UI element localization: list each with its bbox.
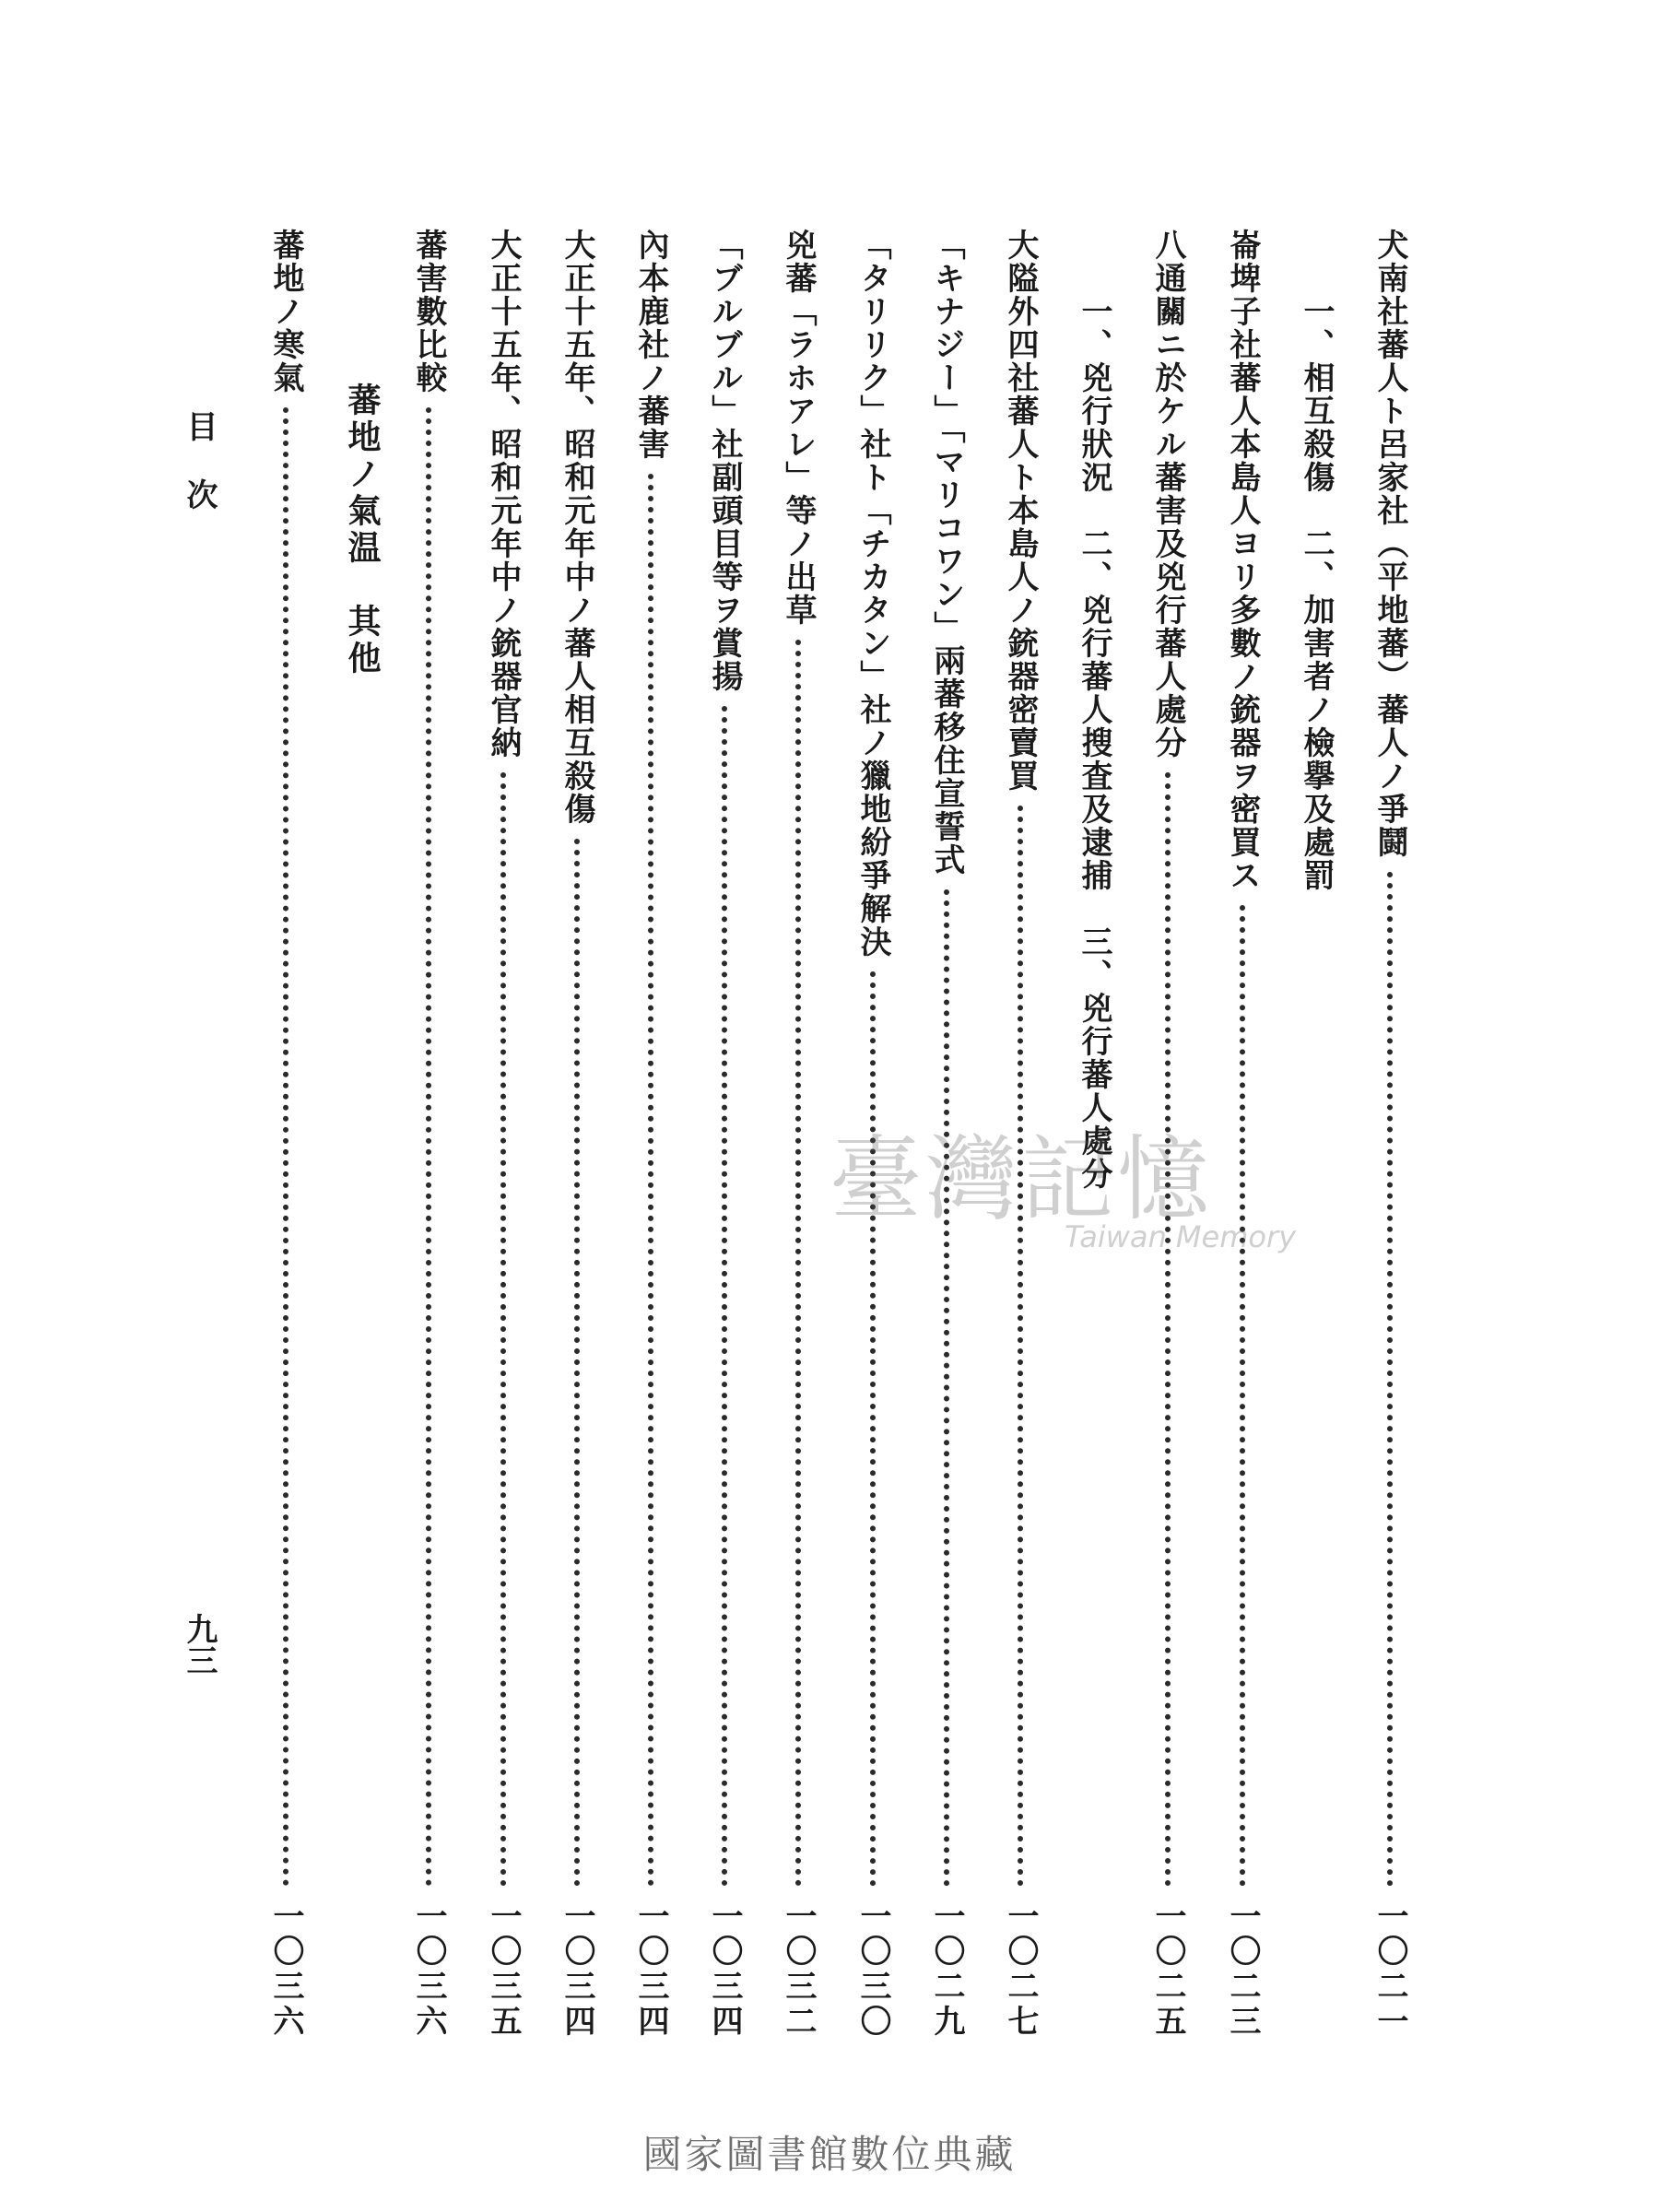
page-number: 九三 [181, 1613, 218, 1676]
toc-entry-title: 犬南社蕃人ト呂家社（平地蕃）蕃人ノ爭鬪 [1371, 229, 1408, 859]
toc-entry [1362, 229, 1418, 2040]
running-head: 目 次 [181, 410, 218, 510]
toc-entry [623, 229, 678, 2040]
toc-entry-page: 一〇三二 [780, 1900, 817, 2040]
toc-entry-page: 一〇三四 [632, 1900, 669, 2040]
leader-dots [1387, 872, 1393, 1887]
toc-entry-page: 一〇二九 [928, 1900, 965, 2040]
toc-entry-title: 兇蕃「ラホアレ」等ノ出草 [780, 229, 817, 627]
toc-entry-page: 一〇三六 [410, 1900, 447, 2040]
toc-entry-page: 一〇三六 [267, 1900, 304, 2040]
toc-entry [258, 229, 313, 2040]
toc-entry-page: 一〇三四 [706, 1900, 743, 2040]
toc-entry [549, 229, 605, 2040]
toc-entry-page: 一〇二一 [1371, 1900, 1408, 2040]
toc-entry [476, 229, 531, 2040]
toc-entry-title: 大正十五年、昭和元年中ノ銃器官納 [485, 229, 522, 759]
toc-entry-title: 內本鹿社ノ蕃害 [632, 229, 669, 461]
leader-dots [574, 839, 580, 1887]
leader-dots [1018, 806, 1023, 1887]
toc-entry-title: 「キナジー」「マリコワン」兩蕃移住宣誓式 [928, 229, 965, 877]
toc-entry-title: 崙埤子社蕃人本島人ヨリ多數ノ銃器ヲ密買ス [1224, 229, 1261, 892]
leader-dots [426, 407, 431, 1887]
toc-entry-page: 一〇三五 [485, 1900, 522, 2040]
toc-entry-page: 一〇三〇 [854, 1900, 891, 2040]
leader-dots [795, 640, 801, 1887]
toc-entry-title: 八通關ニ於ケル蕃害及兇行蕃人處分 [1149, 229, 1186, 759]
toc-entry-title: 大隘外四社蕃人ト本島人ノ銃器密賣買 [1002, 229, 1039, 793]
toc-entry-title: 蕃害數比較 [410, 229, 447, 394]
leader-dots [870, 971, 876, 1887]
toc-entry [771, 229, 826, 2040]
toc-entry-title: 一、兇行狀況 二、兇行蕃人搜査及逮捕 三、兇行蕃人處分 [1076, 295, 1112, 1191]
toc-entry-title: 大正十五年、昭和元年中ノ蕃人相互殺傷 [559, 229, 595, 826]
watermark-en: Taiwan Memory [1065, 1219, 1297, 1254]
toc-entry-title: 「タリリク」社ト「チカタン」社ノ獵地紛爭解決 [854, 229, 891, 959]
toc-entry-title: 蕃地ノ寒氣 [267, 229, 304, 394]
footer-library-credit: 國家圖書館數位典藏 [642, 2132, 1017, 2177]
toc-entry [401, 229, 456, 2040]
toc-entry-title: 一、相互殺傷 二、加害者ノ檢擧及處罰 [1298, 295, 1335, 892]
toc-entry-title: 「ブルブル」社副頭目等ヲ賞揚 [706, 229, 743, 693]
leader-dots [1165, 772, 1171, 1887]
leader-dots [1240, 905, 1245, 1887]
toc-entry-page: 一〇二七 [1002, 1900, 1039, 2040]
toc-entry-page: 一〇二五 [1149, 1900, 1186, 2040]
toc-entry-page: 一〇三四 [559, 1900, 595, 2040]
leader-dots [283, 407, 288, 1887]
toc-entry-page: 一〇二三 [1224, 1900, 1261, 2040]
leader-dots [944, 889, 949, 1887]
watermark-logo [830, 1125, 1309, 1258]
section-heading: 蕃地ノ氣温 其他 [343, 382, 382, 677]
watermark-cn: 臺灣記憶 [830, 1125, 1213, 1233]
toc-entry [697, 229, 752, 2040]
leader-dots [722, 706, 727, 1887]
leader-dots [500, 772, 506, 1887]
leader-dots [648, 474, 653, 1887]
